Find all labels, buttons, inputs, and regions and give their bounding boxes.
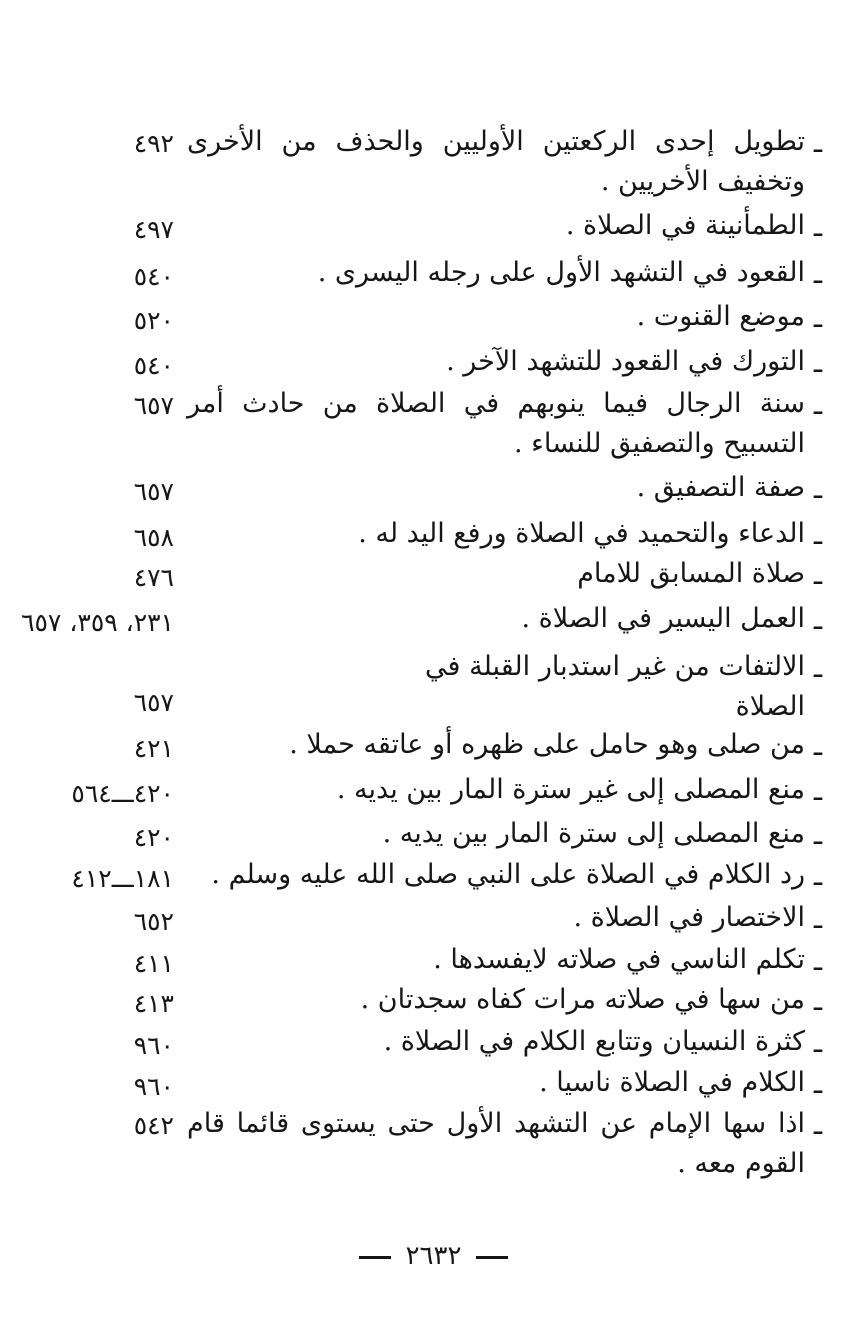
entry-page-numbers: ٤٢١ [133, 734, 174, 763]
page-number: ٢٦٣٢ [405, 1241, 462, 1271]
entry-dash: ـ [813, 603, 823, 636]
entry-dash: ـ [813, 1067, 823, 1100]
entry-page-numbers: ٦٥٧ [133, 477, 174, 506]
index-entry [0, 468, 867, 508]
entry-text: منع المصلى إلى غير سترة المار بين يديه . [336, 774, 805, 805]
entry-dash: ـ [813, 1108, 823, 1141]
entry-page-numbers: ٤٢٠ـــ٥٦٤ [71, 779, 174, 808]
entry-page-numbers: ٤١٣ [133, 989, 174, 1018]
entry-page-numbers: ٤٩٢ [133, 129, 174, 158]
entry-text: الالتفات من غير استدبار القبلة في الصلاة [425, 651, 805, 722]
entry-text: من صلى وهو حامل على ظهره أو عاتقه حملا . [289, 729, 805, 760]
index-entry [0, 554, 867, 594]
index-entry [0, 814, 867, 854]
entry-dash: ـ [813, 729, 823, 762]
index-entry [0, 253, 867, 293]
index-entry [0, 1022, 867, 1062]
entry-text: تطويل إحدى الركعتين الأوليين والحذف من الأخرى وتخفيف الأخريين . [187, 126, 805, 197]
entry-dash: ـ [813, 818, 823, 851]
entry-dash: ـ [813, 944, 823, 977]
index-entry [0, 206, 867, 246]
entry-dash: ـ [813, 346, 823, 379]
footer-dash-left [359, 1256, 391, 1259]
entry-page-numbers: ١٨١ـــ٤١٢ [71, 864, 174, 893]
entry-text: رد الكلام في الصلاة على النبي صلى الله عليه وسلم . [211, 859, 805, 890]
entry-dash: ـ [813, 774, 823, 807]
entry-page-numbers: ٥٤٠ [133, 351, 174, 380]
entry-text: موضع القنوت . [636, 301, 805, 332]
entry-page-numbers: ٦٥٧ [133, 391, 174, 420]
entry-dash: ـ [813, 902, 823, 935]
entry-text: صفة التصفيق . [636, 472, 805, 503]
entry-page-numbers: ٤٢٠ [133, 823, 174, 852]
index-entry [0, 122, 867, 202]
entry-text: العمل اليسير في الصلاة . [521, 603, 805, 634]
index-entry [0, 980, 867, 1020]
entry-page-numbers: ٦٥٨ [133, 523, 174, 552]
entry-text: منع المصلى إلى سترة المار بين يديه . [382, 818, 805, 849]
index-entry [0, 599, 867, 639]
index-entry [0, 770, 867, 810]
index-entry [0, 514, 867, 554]
entry-text: من سها في صلاته مرات كفاه سجدتان . [360, 984, 805, 1015]
entry-page-numbers: ٢٣١، ٣٥٩، ٦٥٧ [21, 608, 174, 637]
entry-text: اذا سها الإمام عن التشهد الأول حتى يستوى قائما قام القوم معه . [187, 1108, 805, 1179]
entry-text: الطمأنينة في الصلاة . [565, 210, 805, 241]
entry-page-numbers: ٤٩٧ [133, 215, 174, 244]
index-entry [0, 647, 867, 727]
entry-dash: ـ [813, 984, 823, 1017]
index-entry [0, 297, 867, 337]
index-entry [0, 1104, 867, 1184]
index-entry [0, 342, 867, 382]
entry-text: كثرة النسيان وتتابع الكلام في الصلاة . [383, 1026, 805, 1057]
entry-text: تكلم الناسي في صلاته لايفسدها . [433, 944, 805, 975]
footer-dash-right [476, 1256, 508, 1259]
entry-dash: ـ [813, 126, 823, 159]
entry-page-numbers: ٥٤٠ [133, 262, 174, 291]
entry-page-numbers: ٦٥٧ [133, 688, 174, 717]
entry-dash: ـ [813, 472, 823, 505]
entry-text: الكلام في الصلاة ناسيا . [539, 1067, 805, 1098]
entry-text: الاختصار في الصلاة . [573, 902, 805, 933]
entry-text: التورك في القعود للتشهد الآخر . [446, 346, 805, 377]
index-entry [0, 725, 867, 765]
entry-page-numbers: ٥٢٠ [133, 306, 174, 335]
entry-dash: ـ [813, 518, 823, 551]
index-entry [0, 384, 867, 464]
entry-dash: ـ [813, 558, 823, 591]
entry-dash: ـ [813, 388, 823, 421]
index-entry [0, 855, 867, 895]
entry-page-numbers: ٤٧٦ [133, 563, 174, 592]
entry-text: صلاة المسابق للامام [577, 558, 805, 589]
entry-text: القعود في التشهد الأول على رجله اليسرى . [317, 257, 805, 288]
entry-dash: ـ [813, 859, 823, 892]
entry-dash: ـ [813, 257, 823, 290]
entry-text: سنة الرجال فيما ينوبهم في الصلاة من حادث أمر التسبيح والتصفيق للنساء . [187, 388, 805, 459]
index-entry [0, 898, 867, 938]
entry-dash: ـ [813, 1026, 823, 1059]
entry-page-numbers: ٥٤٢ [133, 1111, 174, 1140]
entry-dash: ـ [813, 210, 823, 243]
entry-page-numbers: ٩٦٠ [133, 1031, 174, 1060]
entry-page-numbers: ٤١١ [133, 949, 174, 978]
entry-page-numbers: ٩٦٠ [133, 1072, 174, 1101]
entry-text: الدعاء والتحميد في الصلاة ورفع اليد له . [358, 518, 805, 549]
entry-dash: ـ [813, 301, 823, 334]
entry-page-numbers: ٦٥٢ [133, 907, 174, 936]
index-entry [0, 1063, 867, 1103]
entry-dash: ـ [813, 651, 823, 684]
page-footer [0, 1241, 867, 1271]
index-entry [0, 940, 867, 980]
